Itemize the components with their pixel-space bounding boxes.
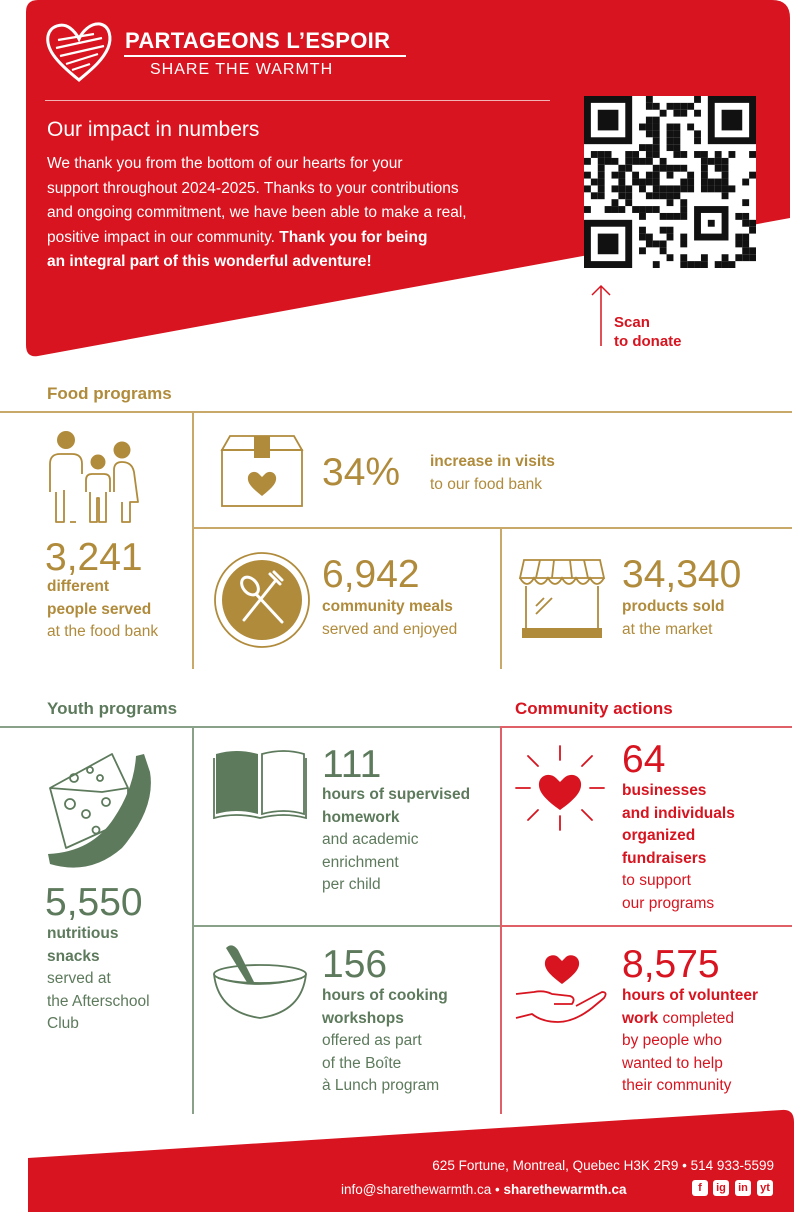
footer-address: 625 Fortune, Montreal, Quebec H3K 2R9 • 514 933-5599: [432, 1158, 774, 1173]
scan-line: Scan: [614, 314, 650, 331]
homework-label: [322, 784, 470, 897]
youtube-icon[interactable]: yt: [757, 1180, 773, 1196]
brand-name-en: SHARE THE WARMTH: [150, 61, 334, 78]
fundraisers-value: 64: [622, 738, 666, 781]
family-icon: [42, 430, 142, 526]
linkedin-icon[interactable]: in: [735, 1180, 751, 1196]
divider: [500, 925, 792, 927]
divider: [500, 726, 502, 1114]
intro-line: and ongoing commitment, we have been able to make a real,: [47, 204, 467, 221]
community-meals-value: 6,942: [322, 553, 420, 596]
people-served-label: [47, 576, 158, 644]
label-bold: snacks: [47, 947, 100, 965]
divider: [0, 411, 792, 413]
label-text: to our food bank: [430, 475, 543, 493]
label-text: to support: [622, 872, 691, 889]
box-heart-icon: [218, 432, 306, 510]
label-text: the Afterschool: [47, 992, 150, 1010]
label-bold: nutritious: [47, 925, 119, 942]
label-text: by people who: [622, 1032, 722, 1049]
radiant-heart-icon: [512, 742, 608, 834]
divider: [500, 726, 792, 728]
footer-separator: •: [491, 1182, 504, 1197]
label-text: served at: [47, 970, 111, 987]
label-bold: work: [622, 1009, 659, 1027]
divider: [192, 925, 500, 927]
snacks-label: [47, 923, 150, 1036]
footer-contact: [341, 1182, 627, 1197]
community-meals-label: [322, 596, 457, 641]
hand-heart-icon: [512, 948, 612, 1028]
community-section-title: Community actions: [515, 699, 673, 718]
divider: [500, 527, 502, 669]
intro-bold: an integral part of this wonderful adventure!: [47, 253, 372, 270]
label-bold: homework: [322, 808, 400, 826]
label-text: wanted to help: [622, 1054, 723, 1072]
intro-line: We thank you from the bottom of our hearts for your: [47, 155, 403, 172]
label-text: at the market: [622, 620, 713, 638]
market-stall-icon: [518, 556, 606, 642]
label-text: their community: [622, 1077, 732, 1094]
visits-increase-value: 34%: [322, 451, 401, 494]
label-bold: products sold: [622, 598, 725, 615]
label-bold: hours of supervised: [322, 786, 471, 803]
fork-spoon-icon: [212, 550, 312, 650]
label-text: our programs: [622, 894, 715, 912]
label-bold: organized: [622, 827, 696, 844]
label-text: à Lunch program: [322, 1077, 440, 1094]
label-text: completed: [658, 1009, 735, 1027]
intro-text: [47, 152, 557, 275]
label-bold: different: [47, 578, 109, 595]
visits-increase-label: [430, 451, 555, 496]
up-arrow-icon: [590, 282, 612, 348]
cheese-banana-icon: [42, 748, 158, 872]
divider: [0, 726, 500, 728]
label-text: at the food bank: [47, 623, 159, 640]
label-text: and academic: [322, 831, 419, 848]
brand-divider: [124, 55, 406, 57]
brand-name-fr: PARTAGEONS L’ESPOIR: [125, 28, 391, 53]
footer-email[interactable]: info@sharethewarmth.ca: [341, 1182, 492, 1197]
intro-title: Our impact in numbers: [47, 118, 260, 141]
cooking-value: 156: [322, 943, 388, 986]
mixing-bowl-icon: [210, 942, 310, 1022]
facebook-icon[interactable]: f: [692, 1180, 708, 1196]
label-text: enrichment: [322, 853, 399, 871]
people-served-value: 3,241: [45, 536, 143, 579]
label-bold: hours of volunteer: [622, 987, 759, 1004]
label-bold: hours of cooking: [322, 987, 448, 1004]
fundraisers-label: [622, 780, 735, 915]
cooking-label: [322, 985, 448, 1098]
label-bold: fundraisers: [622, 849, 707, 867]
book-icon: [212, 748, 308, 820]
scan-to-donate-label: [614, 313, 734, 351]
volunteer-hours-value: 8,575: [622, 943, 720, 986]
label-bold: businesses: [622, 782, 707, 799]
label-text: of the Boîte: [322, 1054, 402, 1072]
food-section-title: Food programs: [47, 384, 172, 403]
footer-website[interactable]: sharethewarmth.ca: [503, 1182, 627, 1197]
heart-logo-icon: [44, 20, 114, 86]
label-bold: people served: [47, 600, 152, 618]
label-bold: and individuals: [622, 804, 735, 822]
intro-line: positive impact in our community.: [47, 228, 280, 246]
intro-line: support throughout 2024-2025. Thanks to your contributions: [47, 179, 459, 197]
donate-qr-code[interactable]: [584, 96, 756, 268]
divider: [192, 527, 792, 529]
label-text: offered as part: [322, 1032, 422, 1049]
youth-section-title: Youth programs: [47, 699, 178, 718]
scan-line: to donate: [614, 333, 682, 350]
label-bold: community meals: [322, 598, 453, 615]
label-text: served and enjoyed: [322, 620, 458, 638]
snacks-value: 5,550: [45, 881, 143, 924]
intro-bold: Thank you for being: [279, 228, 428, 246]
products-sold-label: [622, 596, 724, 641]
label-text: per child: [322, 876, 381, 893]
products-sold-value: 34,340: [622, 553, 742, 596]
volunteer-hours-label: [622, 985, 758, 1098]
header-divider: [45, 100, 550, 101]
divider: [192, 726, 194, 1114]
homework-value: 111: [322, 743, 382, 786]
label-text: Club: [47, 1015, 79, 1032]
label-bold: increase in visits: [430, 453, 555, 470]
divider: [192, 411, 194, 669]
instagram-icon[interactable]: ig: [713, 1180, 729, 1196]
label-bold: workshops: [322, 1009, 404, 1027]
